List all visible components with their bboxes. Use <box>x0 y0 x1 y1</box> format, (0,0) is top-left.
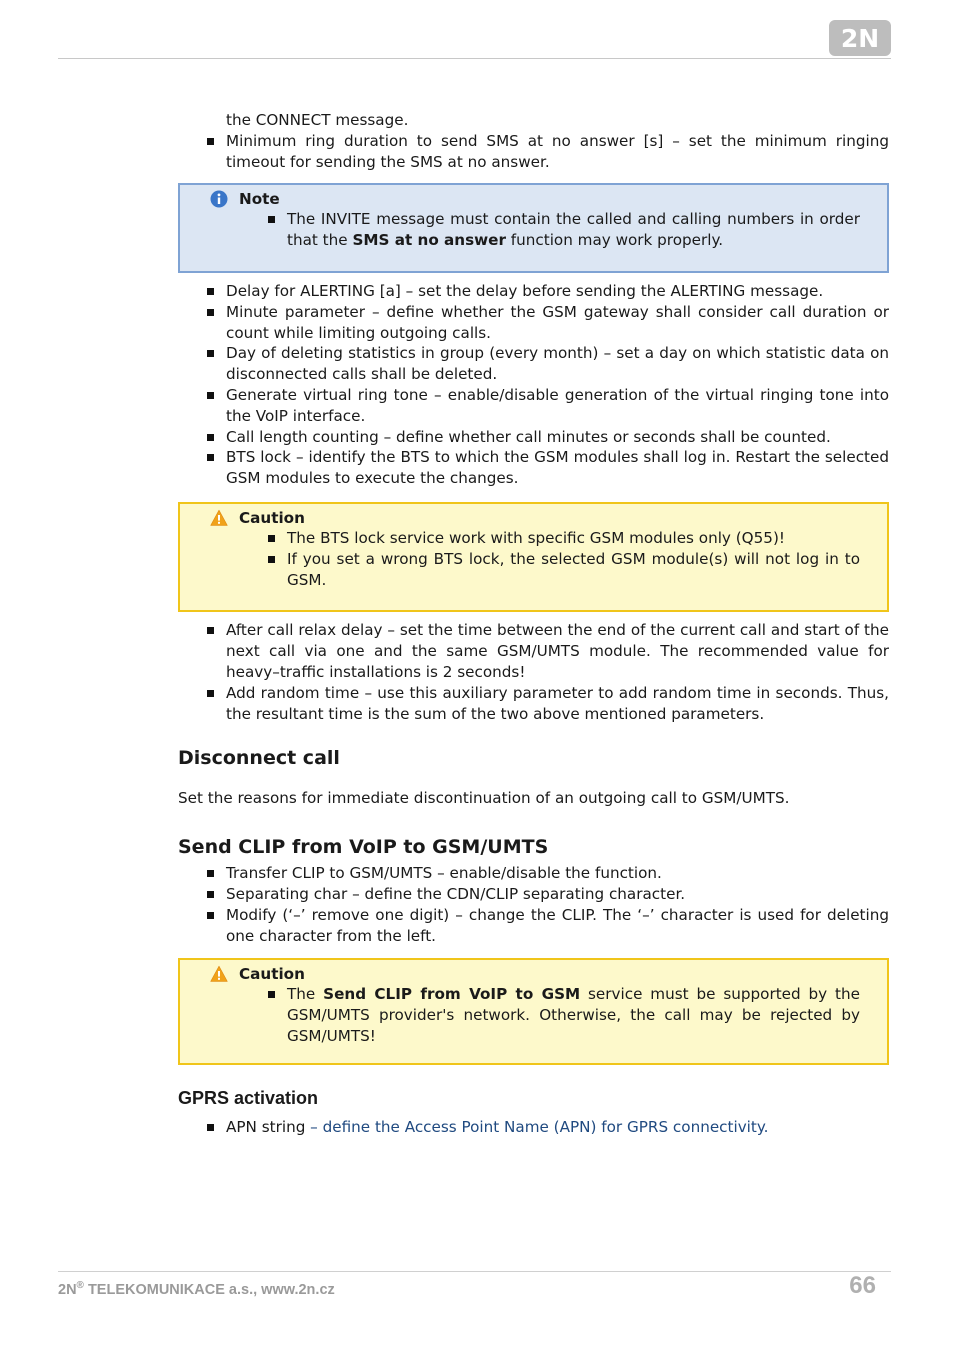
section-heading-disconnect: Disconnect call <box>178 747 340 770</box>
caution-box-bts <box>178 502 889 612</box>
caution-header <box>210 508 860 528</box>
caution-list <box>210 984 860 1046</box>
list-item: Delay for ALERTING [a] – set the delay before sending the ALERTING message. <box>178 281 889 302</box>
list-item: Minute parameter – define whether the GSM gateway shall consider call duration or count while limiting outgoing calls. <box>178 302 889 344</box>
list-item: Minimum ring duration to send SMS at no answer [s] – set the minimum ringing timeout for sending the SMS at no answer. <box>178 131 889 173</box>
list-item: Generate virtual ring tone – enable/disable generation of the virtual ringing tone into the VoIP interface. <box>178 385 889 427</box>
disconnect-text: Set the reasons for immediate discontinuation of an outgoing call to GSM/UMTS. <box>178 789 790 808</box>
list-item: Separating char – define the CDN/CLIP separating character. <box>178 884 889 905</box>
page-number: 66 <box>849 1272 876 1299</box>
note-header <box>210 189 860 209</box>
list-item: After call relax delay – set the time between the end of the current call and start of the next call via one and the same GSM/UMTS module. The recommended value for heavy–traffic installations is 2 seconds! <box>178 620 889 682</box>
list-item: Transfer CLIP to GSM/UMTS – enable/disable the function. <box>178 863 889 884</box>
page-content <box>178 110 889 1138</box>
caution-item: The Send CLIP from VoIP to GSM service must be supported by the GSM/UMTS provider's network. Otherwise, the call may be rejected by GSM/UMTS! <box>210 984 860 1046</box>
caution-box-clip <box>178 958 889 1064</box>
list-item: Add random time – use this auxiliary parameter to add random time in seconds. Thus, the resultant time is the sum of the two above mentioned parameters. <box>178 683 889 725</box>
warning-icon <box>210 965 228 983</box>
settings-list <box>178 281 889 489</box>
info-icon <box>210 190 228 208</box>
svg-text:2N: 2N <box>840 24 880 53</box>
caution-title: Caution <box>239 508 305 527</box>
header-rule <box>58 58 891 59</box>
clip-list <box>178 863 889 946</box>
caution-list <box>210 528 860 590</box>
apn-description: – define the Access Point Name (APN) for GPRS connectivity. <box>305 1117 769 1136</box>
note-box <box>178 183 889 273</box>
caution-title: Caution <box>239 965 305 984</box>
caution-header <box>210 964 860 984</box>
footer-rule <box>58 1271 891 1272</box>
note-list <box>210 209 860 251</box>
section-heading-gprs: GPRS activation <box>178 1087 319 1108</box>
list-item: Modify (‘–’ remove one digit) – change the CLIP. The ‘–’ character is used for deleting one character from the left. <box>178 905 889 947</box>
gprs-list <box>178 1117 889 1138</box>
intro-list <box>178 131 889 173</box>
caution-item: If you set a wrong BTS lock, the selected GSM module(s) will not log in to GSM. <box>210 549 860 591</box>
list-item: Day of deleting statistics in group (every month) – set a day on which statistic data on disconnected calls shall be deleted. <box>178 343 889 385</box>
section-heading-send-clip: Send CLIP from VoIP to GSM/UMTS <box>178 836 549 859</box>
continuation-text: the CONNECT message. <box>226 111 409 129</box>
relax-list <box>178 620 889 724</box>
list-item: APN string – define the Access Point Name (APN) for GPRS connectivity. <box>178 1117 889 1138</box>
2n-logo-icon <box>828 19 892 57</box>
caution-item: The BTS lock service work with specific GSM modules only (Q55)! <box>210 528 860 549</box>
list-item: BTS lock – identify the BTS to which the GSM modules shall log in. Restart the selected GSM modules to execute the changes. <box>178 447 889 489</box>
list-item: Call length counting – define whether call minutes or seconds shall be counted. <box>178 427 889 448</box>
note-item: The INVITE message must contain the called and calling numbers in order that the SMS at no answer function may work properly. <box>210 209 860 251</box>
warning-icon <box>210 509 228 527</box>
footer-company: 2N® TELEKOMUNIKACE a.s., www.2n.cz <box>58 1280 335 1298</box>
note-title: Note <box>239 190 280 209</box>
